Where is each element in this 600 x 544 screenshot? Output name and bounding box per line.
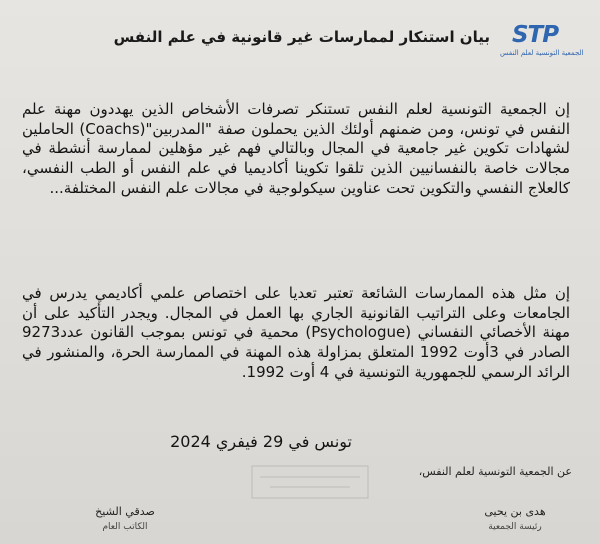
stp-logo (500, 22, 584, 62)
signature-name: صدقي الشيخ (95, 505, 155, 518)
date-line: تونس في 29 فيفري 2024 (170, 432, 352, 451)
logo-subtitle: الجمعية التونسية لعلم النفس (500, 49, 584, 57)
page-title: بيان استنكار لممارسات غير قانونية في علم النفس (113, 28, 490, 46)
paragraph-2: إن مثل هذه الممارسات الشائعة تعتبر تعديا على اختصاص علمي أكاديمي يدرس في الجامعات وعلى التراتيب القانونية الجاري بها العمل في المجال. ويجدر التأكيد على أن مهنة الأخصائي النفساني (Psychologue) محمية في تونس بموجب القانون عدد9273 الصادر في 3أوت 1992 المتعلق بمزاولة هذه المهنة في الممارسة الحرة، والمنشور في الرائد الرسمي للجمهورية التونسية في 4 أوت 1992. (22, 284, 571, 381)
on-behalf-line: عن الجمعية التونسية لعلم النفس، (418, 465, 572, 478)
signature-president (475, 505, 555, 532)
signature-role: رئيسة الجمعية (488, 522, 542, 532)
paragraph-1: إن الجمعية التونسية لعلم النفس تستنكر تصرفات الأشخاص الذين يهددون مهنة علم النفس في تونس، ومن ضمنهم أولئك الذين يحملون صفة "المدربين"(Coachs) الحاملين لشهادات تكوين غير جامعية في المجال وبالتالي فهم غير مؤهلين لممارسة أنشطة في مجالات خاصة بالنفسانيين الذين تلقوا تكوينا أكاديميا في علم النفس أو الطب النفسي، كالعلاج النفسي والتكوين تحت عناوين سيكولوجية في مجالات علم النفس المختلفة... (22, 100, 570, 197)
signature-name: هدى بن يحيى (484, 505, 546, 518)
header (0, 0, 600, 70)
logo-text: STP (511, 22, 559, 48)
faint-stamp (250, 462, 370, 502)
signature-secretary (85, 505, 165, 532)
signature-role: الكاتب العام (102, 522, 148, 532)
